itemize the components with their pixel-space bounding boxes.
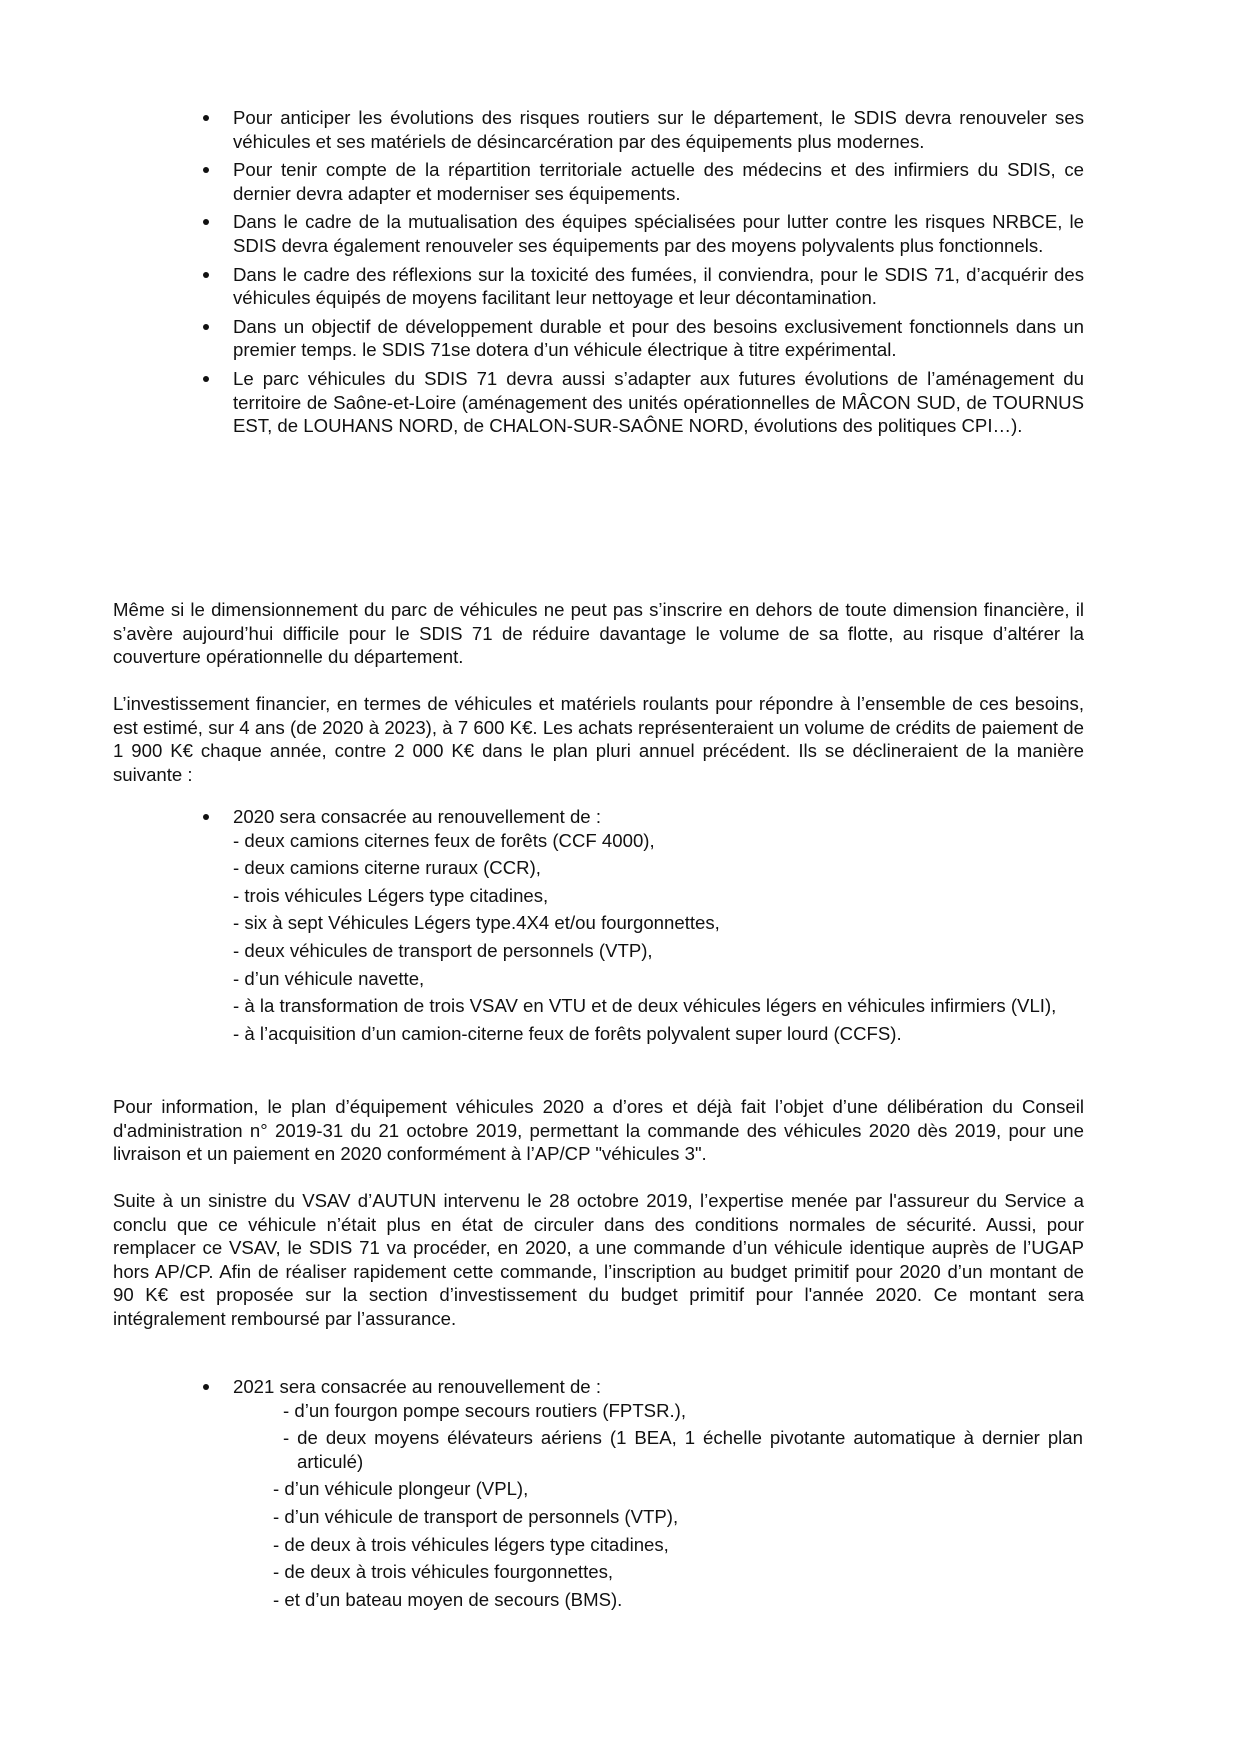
paragraph-information: Pour information, le plan d’équipement véhicules 2020 a d’ores et déjà fait l’objet d’une délibération du Conseil d'administration n° 2019-31 du 21 octobre 2019, permettant la commande des véhicules 2020 dès 2019, pour une livraison et un paiement en 2020 conformément à l’AP/CP "véhicules 3". <box>113 1096 1084 1165</box>
list-item: - de deux à trois véhicules fourgonnettes, <box>273 1561 614 1583</box>
paragraph-sinistre: Suite à un sinistre du VSAV d’AUTUN intervenu le 28 octobre 2019, l’expertise menée par l'assureur du Service a conclu que ce véhicule n’était plus en état de circuler dans des conditions normales de sécurité. Aussi, pour remplacer ce VSAV, le SDIS 71 va procéder, en 2020, a une commande d’un véhicule identique auprès de l’UGAP hors AP/CP. Afin de réaliser rapidement cette commande, l’inscription au budget primitif pour 2020 d’un montant de 90 K€ est proposée sur la section d’investissement du budget primitif pour l'année 2020. Ce montant sera intégralement remboursé par l’assurance. <box>113 1190 1084 1329</box>
list-item: - d’un véhicule plongeur (VPL), <box>273 1478 529 1500</box>
list-item: - d’un véhicule de transport de personnels (VTP), <box>273 1505 679 1527</box>
bullet-item: Dans le cadre de la mutualisation des équipes spécialisées pour lutter contre les risques NRBCE, le SDIS devra également renouveler ses équipements par des moyens polyvalents plus fonctionnels. <box>233 211 1084 256</box>
plan-2021-items-a <box>283 1399 1083 1474</box>
plan-2021-items-b <box>273 1477 1083 1611</box>
bullet-item: Pour anticiper les évolutions des risques routiers sur le département, le SDIS devra renouveler ses véhicules et ses matériels de désincarcération par des équipements plus modernes. <box>233 107 1084 152</box>
list-item: - à l’acquisition d’un camion-citerne feux de forêts polyvalent super lourd (CCFS). <box>233 1022 902 1044</box>
list-item: - six à sept Véhicules Légers type.4X4 et/ou fourgonnettes, <box>233 912 720 934</box>
plan-2020-lead: 2020 sera consacrée au renouvellement de : <box>233 805 1084 829</box>
paragraph-dimensionnement: Même si le dimensionnement du parc de véhicules ne peut pas s’inscrire en dehors de toute dimension financière, il s’avère aujourd’hui difficile pour le SDIS 71 de réduire davantage le volume de sa flotte, au risque d’altérer la couverture opérationnelle du département. <box>113 599 1084 668</box>
plan-2020-items <box>233 829 1084 1046</box>
bullet-item: Dans le cadre des réflexions sur la toxicité des fumées, il conviendra, pour le SDIS 71, d’acquérir des véhicules équipés de moyens facilitant leur nettoyage et leur décontamination. <box>233 263 1084 309</box>
plan-2020 <box>233 805 1084 1049</box>
plan-2021 <box>233 1375 1084 1615</box>
list-item: - de deux à trois véhicules légers type citadines, <box>273 1533 669 1555</box>
list-item: - deux camions citernes feux de forêts (CCF 4000), <box>233 829 655 851</box>
list-item: - d’un véhicule navette, <box>233 967 425 989</box>
list-item: - de deux moyens élévateurs aériens (1 BEA, 1 échelle pivotante automatique à dernier plan articulé) <box>283 1427 1083 1472</box>
paragraph-investissement: L’investissement financier, en termes de véhicules et matériels roulants pour répondre à l’ensemble de ces besoins, est estimé, sur 4 ans (de 2020 à 2023), à 7 600 K€. Les achats représenteraient un volume de crédits de paiement de 1 900 K€ chaque année, contre 2 000 K€ dans le plan pluri annuel précédent. Ils se déclineraient de la manière suivante : <box>113 693 1084 785</box>
list-item: - et d’un bateau moyen de secours (BMS). <box>273 1588 623 1610</box>
bullet-item: Pour tenir compte de la répartition territoriale actuelle des médecins et des infirmiers du SDIS, ce dernier devra adapter et moderniser ses équipements. <box>233 159 1084 204</box>
bullet-item: Le parc véhicules du SDIS 71 devra aussi s’adapter aux futures évolutions de l’aménagement du territoire de Saône-et-Loire (aménagement des unités opérationnelles de MÂCON SUD, de TOURNUS EST, de LOUHANS NORD, de CHALON-SUR-SAÔNE NORD, évolutions des politiques CPI…). <box>233 367 1084 437</box>
list-item: - deux véhicules de transport de personnels (VTP), <box>233 939 653 961</box>
list-item: - à la transformation de trois VSAV en VTU et de deux véhicules légers en véhicules infirmiers (VLI), <box>233 995 1057 1017</box>
plan-2021-lead: 2021 sera consacrée au renouvellement de : <box>233 1375 1084 1399</box>
list-item: - trois véhicules Légers type citadines, <box>233 884 549 906</box>
objectives-bullet-list <box>233 106 1084 443</box>
list-item: - d’un fourgon pompe secours routiers (FPTSR.), <box>283 1399 687 1421</box>
list-item: - deux camions citerne ruraux (CCR), <box>233 857 541 879</box>
bullet-item: Dans un objectif de développement durable et pour des besoins exclusivement fonctionnels dans un premier temps. le SDIS 71se dotera d’un véhicule électrique à titre expérimental. <box>233 315 1084 361</box>
